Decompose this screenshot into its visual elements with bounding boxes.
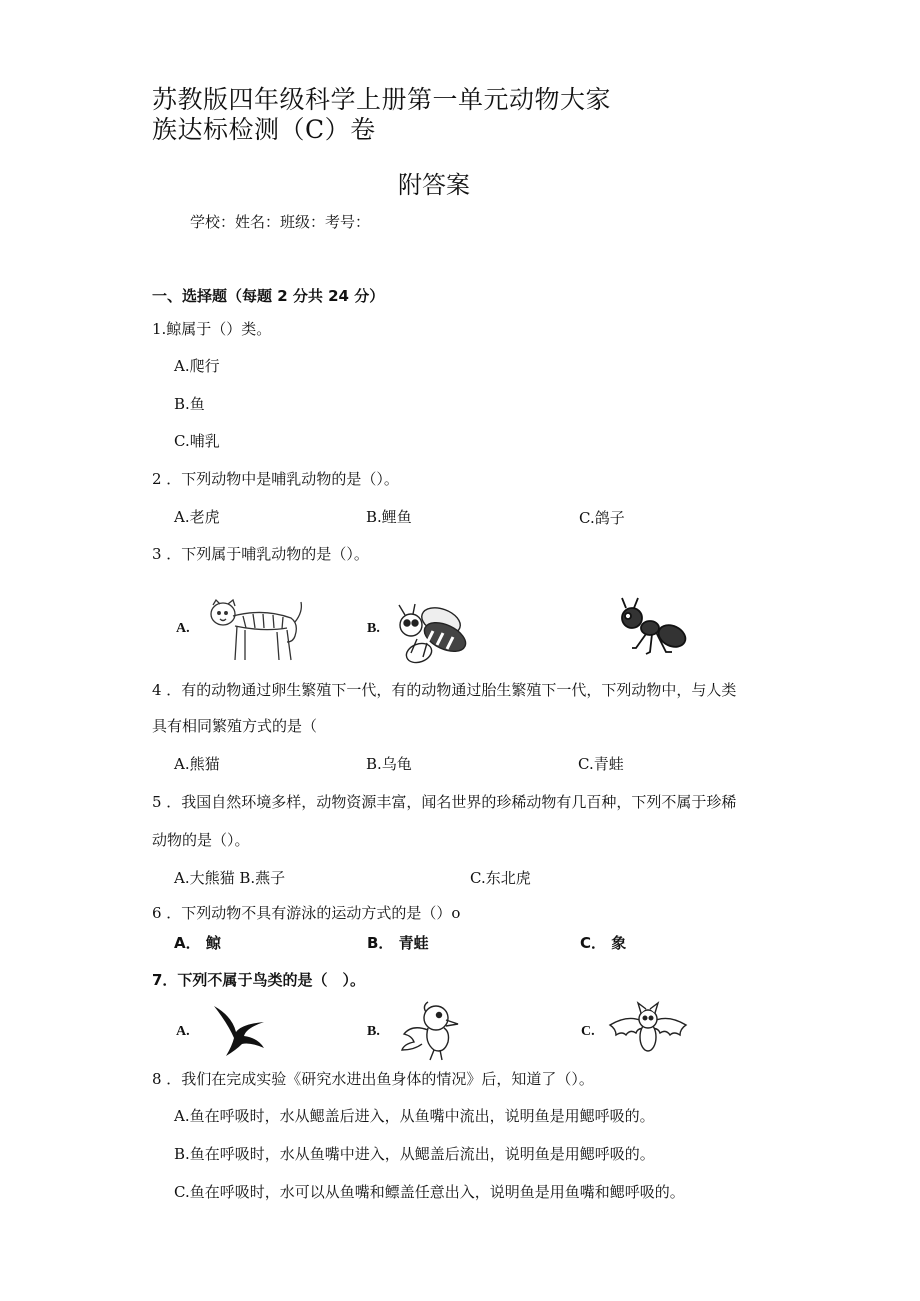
q1-option-a: A.爬行 <box>174 357 220 375</box>
question-6: 6 ．下列动物不具有游泳的运动方式的是（）o <box>152 904 461 922</box>
question-3: 3 ．下列属于哺乳动物的是（）。 <box>152 545 369 563</box>
question-5-line-1: 5 ．我国自然环境多样，动物资源丰富，闻名世界的珍稀动物有几百种，下列不属于珍稀 <box>152 793 737 811</box>
q2-option-c: C.鸽子 <box>579 509 625 527</box>
question-4-line-2: 具有相同繁殖方式的是（ <box>152 717 318 735</box>
q3-option-b: B. <box>367 621 380 636</box>
q7-option-a: A. <box>176 1024 190 1039</box>
question-4-line-1: 4 ．有的动物通过卵生繁殖下一代，有的动物通过胎生繁殖下一代，下列动物中，与人类 <box>152 681 737 699</box>
swallow-icon <box>208 1002 270 1058</box>
q7-option-c: C. <box>581 1024 595 1039</box>
q6-option-b: B． 青蛙 <box>367 934 429 952</box>
q5-option-c: C.东北虎 <box>470 869 531 887</box>
section-heading: 一、选择题（每题 2 分共 24 分） <box>152 287 385 305</box>
q6-option-a: A． 鲸 <box>174 934 221 952</box>
q4-option-c: C.青蛙 <box>578 755 624 773</box>
q4-option-a: A.熊猫 <box>174 755 220 773</box>
q5-option-ab: A.大熊猫 B.燕子 <box>174 869 286 887</box>
q8-option-b: B.鱼在呼吸时，水从鱼嘴中进入，从鳃盖后流出，说明鱼是用鳃呼吸的。 <box>174 1145 655 1163</box>
q3-option-a: A. <box>176 621 190 636</box>
question-8: 8 ．我们在完成实验《研究水进出鱼身体的情况》后，知道了（）。 <box>152 1070 594 1088</box>
subtitle: 附答案 <box>398 171 470 199</box>
title-line-1: 苏教版四年级科学上册第一单元动物大家 <box>152 85 612 114</box>
question-2: 2 ．下列动物中是哺乳动物的是（）。 <box>152 470 399 488</box>
q1-option-b: B.鱼 <box>174 395 205 413</box>
question-1: 1.鲸属于（）类。 <box>152 320 272 338</box>
bird-icon <box>398 1000 462 1064</box>
q2-option-a: A.老虎 <box>174 508 220 526</box>
student-info: 学校：姓名：班级：考号： <box>190 213 371 231</box>
tiger-icon <box>205 596 305 664</box>
q2-option-b: B.鲤鱼 <box>366 508 412 526</box>
q8-option-c: C.鱼在呼吸时，水可以从鱼嘴和鳔盖任意出入，说明鱼是用鱼嘴和鳃呼吸的。 <box>174 1183 685 1201</box>
ant-icon <box>618 596 690 660</box>
bee-icon <box>395 603 475 665</box>
q8-option-a: A.鱼在呼吸时，水从鳃盖后进入，从鱼嘴中流出，说明鱼是用鳃呼吸的。 <box>174 1107 655 1125</box>
q4-option-b: B.乌龟 <box>366 755 412 773</box>
q6-option-c: C． 象 <box>580 934 627 952</box>
q7-option-b: B. <box>367 1024 380 1039</box>
title-line-2: 族达标检测（C）卷 <box>152 115 376 144</box>
question-5-line-2: 动物的是（）。 <box>152 831 250 849</box>
question-7: 7．下列不属于鸟类的是（ ）。 <box>152 971 365 989</box>
q1-option-c: C.哺乳 <box>174 432 220 450</box>
bat-icon <box>606 1003 690 1059</box>
